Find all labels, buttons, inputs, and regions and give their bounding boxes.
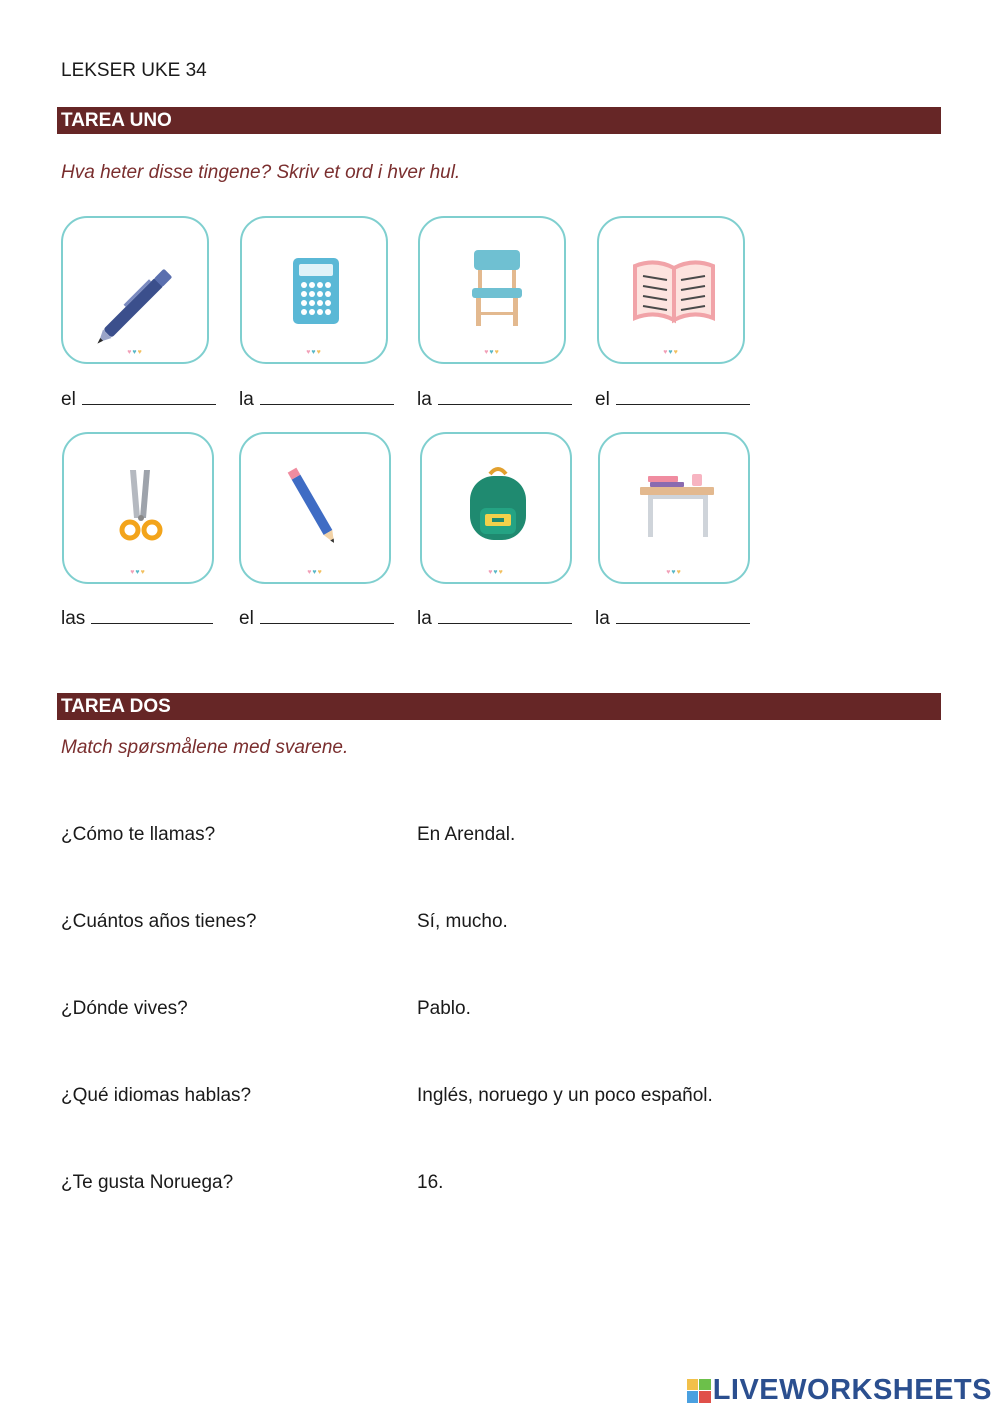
card-pencil xyxy=(239,432,391,584)
answer-blank-3 xyxy=(417,388,572,411)
article-label: la xyxy=(595,608,610,629)
hearts-decoration: ♥♥♥ xyxy=(307,569,323,576)
article-label: la xyxy=(417,608,432,629)
brand-footer xyxy=(687,1374,992,1407)
hearts-decoration: ♥♥♥ xyxy=(666,569,682,576)
hearts-decoration: ♥♥♥ xyxy=(130,569,146,576)
question-4[interactable]: ¿Qué idiomas hablas? xyxy=(61,1085,252,1106)
question-1[interactable]: ¿Cómo te llamas? xyxy=(61,824,216,845)
calculator-icon xyxy=(242,218,390,366)
hearts-decoration: ♥♥♥ xyxy=(488,569,504,576)
answer-input[interactable] xyxy=(438,607,572,624)
section-heading-tarea-dos: TAREA DOS xyxy=(57,693,941,720)
card-book xyxy=(597,216,745,364)
pencil-icon xyxy=(241,434,393,586)
hearts-decoration: ♥♥♥ xyxy=(484,349,500,356)
chair-icon xyxy=(420,218,568,366)
article-label: las xyxy=(61,608,86,629)
backpack-icon xyxy=(422,434,574,586)
answer-option-1[interactable]: En Arendal. xyxy=(417,824,516,845)
answer-input[interactable] xyxy=(616,388,750,405)
answer-option-5[interactable]: 16. xyxy=(417,1172,444,1193)
desk-icon xyxy=(600,434,752,586)
answer-input[interactable] xyxy=(438,388,572,405)
answer-input[interactable] xyxy=(91,607,213,624)
card-backpack xyxy=(420,432,572,584)
answer-input[interactable] xyxy=(260,388,394,405)
hearts-decoration: ♥♥♥ xyxy=(663,349,679,356)
article-label: el xyxy=(239,608,254,629)
article-label: el xyxy=(595,389,610,410)
card-desk xyxy=(598,432,750,584)
card-chair xyxy=(418,216,566,364)
answer-input[interactable] xyxy=(82,388,216,405)
answer-input[interactable] xyxy=(616,607,750,624)
answer-option-2[interactable]: Sí, mucho. xyxy=(417,911,508,932)
answer-blank-5 xyxy=(61,607,213,630)
question-2[interactable]: ¿Cuántos años tienes? xyxy=(61,911,257,932)
article-label: el xyxy=(61,389,76,410)
card-pen xyxy=(61,216,209,364)
question-5[interactable]: ¿Te gusta Noruega? xyxy=(61,1172,234,1193)
answer-blank-2 xyxy=(239,388,394,411)
instruction-tarea-uno: Hva heter disse tingene? Skriv et ord i hver hul. xyxy=(61,162,461,183)
article-label: la xyxy=(239,389,254,410)
answer-option-3[interactable]: Pablo. xyxy=(417,998,471,1019)
answer-blank-8 xyxy=(595,607,750,630)
brand-logo-icon xyxy=(687,1379,711,1403)
hearts-decoration: ♥♥♥ xyxy=(306,349,322,356)
book-icon xyxy=(599,218,747,366)
document-title: LEKSER UKE 34 xyxy=(61,60,207,81)
card-scissors xyxy=(62,432,214,584)
answer-blank-4 xyxy=(595,388,750,411)
answer-input[interactable] xyxy=(260,607,394,624)
answer-blank-6 xyxy=(239,607,394,630)
instruction-tarea-dos: Match spørsmålene med svarene. xyxy=(61,737,349,758)
question-3[interactable]: ¿Dónde vives? xyxy=(61,998,188,1019)
card-calculator xyxy=(240,216,388,364)
scissors-icon xyxy=(64,434,216,586)
hearts-decoration: ♥♥♥ xyxy=(127,349,143,356)
brand-name: LIVEWORKSHEETS xyxy=(712,1374,992,1406)
article-label: la xyxy=(417,389,432,410)
answer-blank-7 xyxy=(417,607,572,630)
section-heading-tarea-uno: TAREA UNO xyxy=(57,107,941,134)
answer-option-4[interactable]: Inglés, noruego y un poco español. xyxy=(417,1085,713,1106)
pen-icon xyxy=(63,218,211,366)
answer-blank-1 xyxy=(61,388,216,411)
